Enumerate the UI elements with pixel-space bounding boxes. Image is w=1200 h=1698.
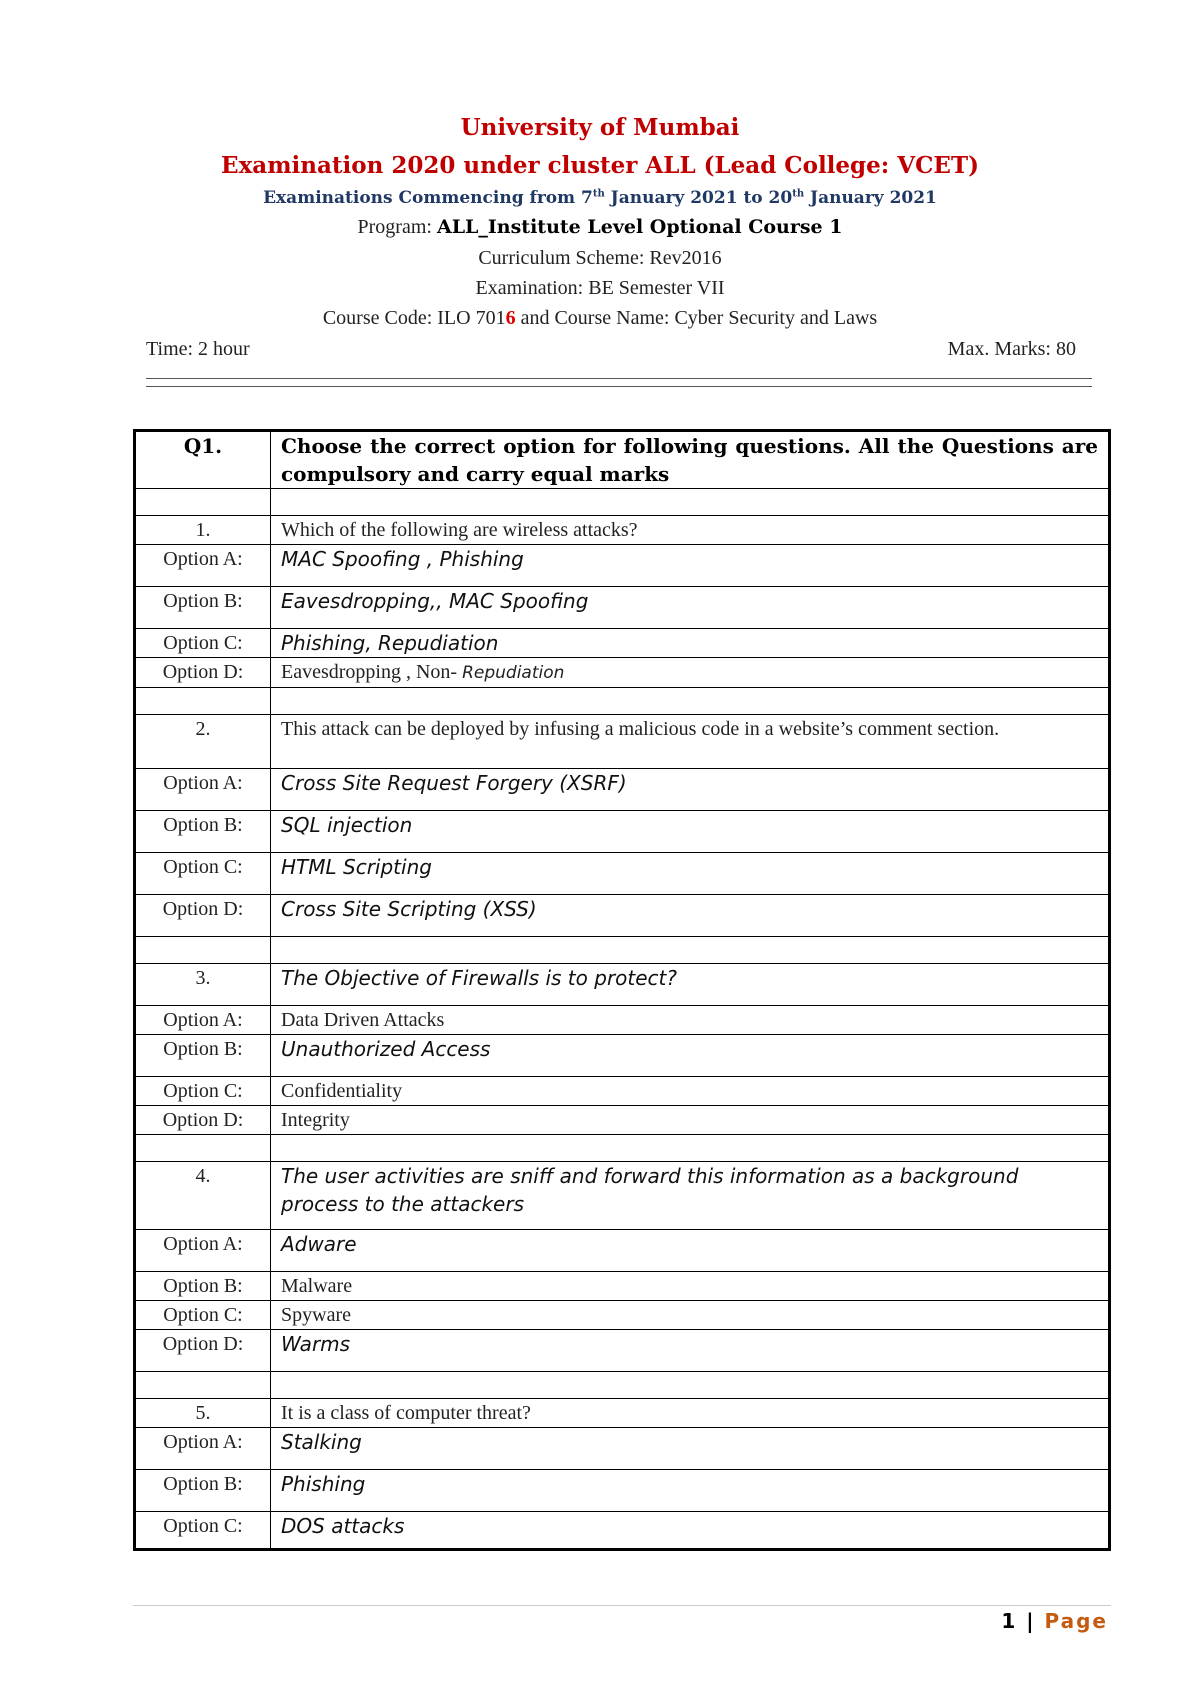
option-row — [135, 1077, 1110, 1106]
question-text: The Objective of Firewalls is to protect? — [271, 964, 1110, 1006]
table-row — [135, 715, 1110, 769]
program-line: Program: ALL_Institute Level Optional Course 1 — [357, 216, 843, 238]
question-number: 1. — [135, 516, 271, 545]
option-text: Eavesdropping , Non- Repudiation — [271, 658, 1110, 688]
option-text: Adware — [271, 1230, 1110, 1272]
option-text: Malware — [271, 1272, 1110, 1301]
curriculum-line: Curriculum Scheme: Rev2016 — [478, 247, 722, 269]
option-text: Cross Site Scripting (XSS) — [271, 895, 1110, 937]
option-row — [135, 811, 1110, 853]
option-row — [135, 853, 1110, 895]
option-label: Option B: — [135, 1470, 271, 1512]
table-row — [135, 1162, 1110, 1230]
option-label: Option C: — [135, 853, 271, 895]
option-label: Option D: — [135, 1106, 271, 1135]
option-row — [135, 1330, 1110, 1372]
question-number: 2. — [135, 715, 271, 769]
option-text: Spyware — [271, 1301, 1110, 1330]
option-label: Option D: — [135, 895, 271, 937]
question-text: This attack can be deployed by infusing a malicious code in a website’s comment section. — [271, 715, 1110, 769]
option-text: Cross Site Request Forgery (XSRF) — [271, 769, 1110, 811]
option-text: Warms — [271, 1330, 1110, 1372]
page-footer: 1 | Page — [1001, 1609, 1108, 1633]
option-label: Option D: — [135, 1330, 271, 1372]
exam-title: Examination 2020 under cluster ALL (Lead College: VCET) — [221, 152, 979, 179]
option-text: Stalking — [271, 1428, 1110, 1470]
option-row — [135, 1006, 1110, 1035]
option-label: Option A: — [135, 1230, 271, 1272]
option-label: Option C: — [135, 1512, 271, 1550]
option-text: Phishing, Repudiation — [271, 629, 1110, 658]
question-text: The user activities are sniff and forward this information as a background process to the attackers — [271, 1162, 1110, 1230]
option-text: DOS attacks — [271, 1512, 1110, 1550]
exam-dates: Examinations Commencing from 7th January 2021 to 20th January 2021 — [263, 188, 937, 208]
option-text: Integrity — [271, 1106, 1110, 1135]
university-title: University of Mumbai — [460, 114, 740, 141]
option-text: SQL injection — [271, 811, 1110, 853]
option-label: Option A: — [135, 769, 271, 811]
table-row-spacer — [135, 688, 1110, 715]
option-label: Option A: — [135, 1428, 271, 1470]
option-text: Unauthorized Access — [271, 1035, 1110, 1077]
option-label: Option A: — [135, 1006, 271, 1035]
table-row — [135, 964, 1110, 1006]
option-text: MAC Spoofing , Phishing — [271, 545, 1110, 587]
option-text: Phishing — [271, 1470, 1110, 1512]
option-row — [135, 1512, 1110, 1550]
option-text: HTML Scripting — [271, 853, 1110, 895]
option-text: Eavesdropping,, MAC Spoofing — [271, 587, 1110, 629]
question-table — [133, 429, 1111, 1551]
table-row — [135, 431, 1110, 489]
option-row — [135, 629, 1110, 658]
option-label: Option B: — [135, 1272, 271, 1301]
time-label: Time: 2 hour — [146, 338, 250, 360]
examination-line: Examination: BE Semester VII — [475, 277, 725, 299]
table-row-spacer — [135, 1135, 1110, 1162]
option-label: Option D: — [135, 658, 271, 688]
option-row — [135, 1035, 1110, 1077]
option-label: Option C: — [135, 629, 271, 658]
footer-divider — [133, 1605, 1111, 1606]
question-text: It is a class of computer threat? — [271, 1399, 1110, 1428]
course-line: Course Code: ILO 7016 and Course Name: Cyber Security and Laws — [322, 307, 878, 329]
question-number: 4. — [135, 1162, 271, 1230]
question-number: 3. — [135, 964, 271, 1006]
table-row-spacer — [135, 1372, 1110, 1399]
question-instruction: Choose the correct option for following questions. All the Questions are compulsory and carry equal marks — [271, 431, 1110, 489]
question-number: 5. — [135, 1399, 271, 1428]
option-label: Option B: — [135, 587, 271, 629]
option-row — [135, 1428, 1110, 1470]
table-row — [135, 516, 1110, 545]
option-label: Option C: — [135, 1301, 271, 1330]
option-row — [135, 1301, 1110, 1330]
option-label: Option B: — [135, 811, 271, 853]
option-text: Data Driven Attacks — [271, 1006, 1110, 1035]
question-section-label: Q1. — [135, 431, 271, 489]
table-row — [135, 1399, 1110, 1428]
option-row — [135, 1106, 1110, 1135]
page-number: 1 — [1001, 1609, 1018, 1633]
max-marks-label: Max. Marks: 80 — [947, 338, 1076, 360]
option-row — [135, 769, 1110, 811]
table-row-spacer — [135, 489, 1110, 516]
option-row — [135, 658, 1110, 688]
option-row — [135, 1470, 1110, 1512]
page-word: Page — [1044, 1609, 1108, 1633]
table-row-spacer — [135, 937, 1110, 964]
option-row — [135, 1272, 1110, 1301]
option-label: Option A: — [135, 545, 271, 587]
option-row — [135, 587, 1110, 629]
option-row — [135, 895, 1110, 937]
option-row — [135, 1230, 1110, 1272]
header-divider — [146, 378, 1092, 387]
option-text: Confidentiality — [271, 1077, 1110, 1106]
option-row — [135, 545, 1110, 587]
option-label: Option C: — [135, 1077, 271, 1106]
question-text: Which of the following are wireless attacks? — [271, 516, 1110, 545]
option-label: Option B: — [135, 1035, 271, 1077]
